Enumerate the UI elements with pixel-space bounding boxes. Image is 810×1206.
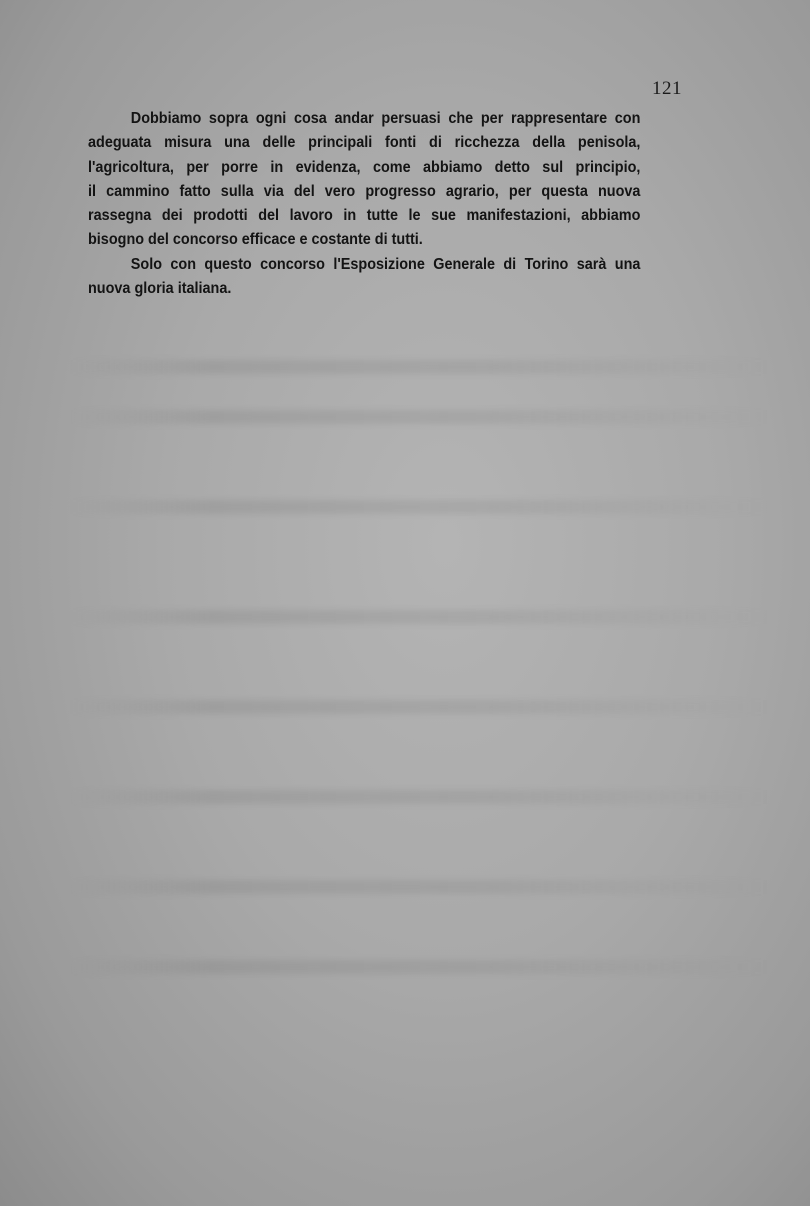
text-line: Dobbiamo sopra ogni cosa andar persuasi che per rappresentare con xyxy=(130,110,641,127)
text-line: rassegna dei prodotti del lavoro in tutte le sue manifestazioni, abbiamo xyxy=(88,207,641,225)
text-line: nuova gloria italiana. xyxy=(88,280,232,298)
paragraph-2 xyxy=(88,253,640,302)
bleed-through-band xyxy=(70,410,770,424)
page-number: 121 xyxy=(652,78,682,99)
text-line: il cammino fatto sulla via del vero progresso agrario, per questa nuova xyxy=(88,182,641,200)
bleed-through-band xyxy=(70,500,770,514)
bleed-through-band xyxy=(70,360,770,374)
bleed-through-band xyxy=(70,610,770,624)
paragraph-1 xyxy=(88,107,640,253)
bleed-through-band xyxy=(70,880,770,894)
bleed-through-band xyxy=(70,700,770,714)
text-line: adeguata misura una delle principali fonti di ricchezza della penisola, xyxy=(88,134,641,152)
bleed-through-band xyxy=(70,960,770,974)
bleed-through-band xyxy=(70,790,770,804)
text-line: bisogno del concorso efficace e costante di tutti. xyxy=(88,231,423,249)
text-line: l'agricoltura, per porre in evidenza, come abbiamo detto sul principio, xyxy=(88,158,641,176)
body-text xyxy=(88,107,640,301)
text-line: Solo con questo concorso l'Esposizione Generale di Torino sarà una xyxy=(130,255,641,273)
